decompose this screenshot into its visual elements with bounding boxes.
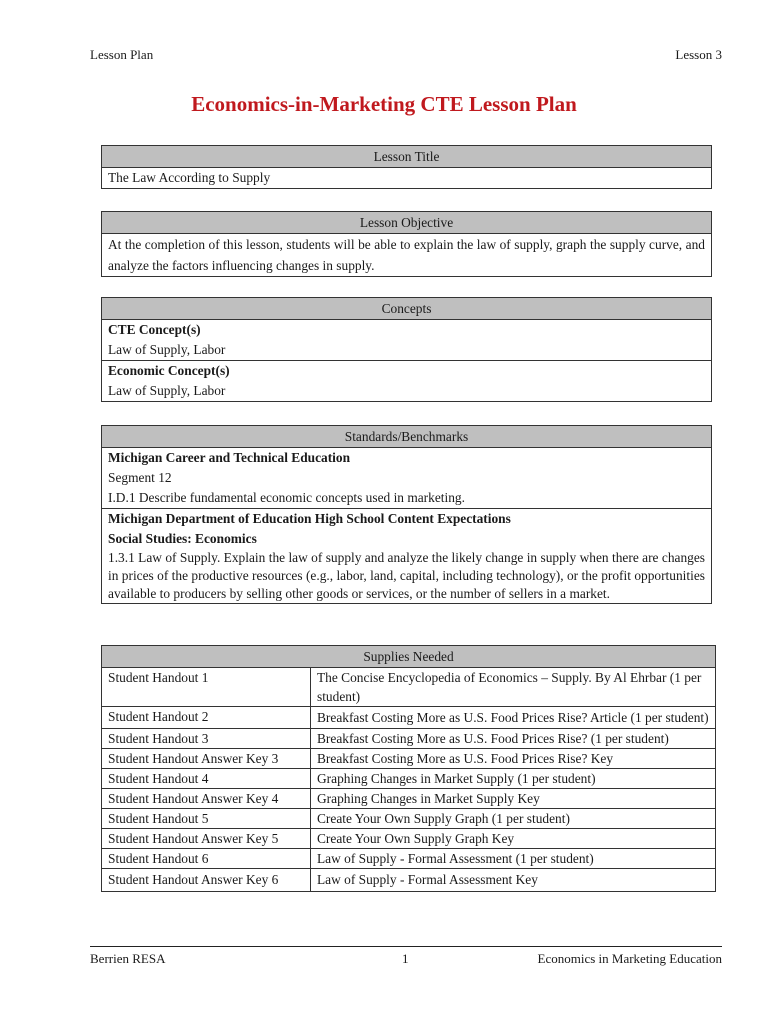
supply-description: Create Your Own Supply Graph Key — [311, 829, 716, 849]
supply-item: Student Handout 4 — [102, 769, 311, 789]
supply-item: Student Handout Answer Key 3 — [102, 749, 311, 769]
supplies-table — [101, 645, 716, 892]
cte-concepts-cell — [102, 320, 712, 361]
lesson-title-table — [101, 145, 712, 189]
header-right: Lesson 3 — [675, 47, 722, 62]
supply-item: Student Handout 3 — [102, 729, 311, 749]
benchmark-text: I.D.1 Describe fundamental economic concepts used in marketing. — [108, 490, 465, 505]
lesson-objective-table — [101, 211, 712, 277]
mde-label: Michigan Department of Education High School Content Expectations — [108, 511, 511, 526]
footer-right: Economics in Marketing Education — [537, 951, 722, 966]
table-row — [102, 729, 716, 749]
table-row — [102, 809, 716, 829]
page-title: Economics-in-Marketing CTE Lesson Plan — [191, 92, 577, 116]
supply-description: Graphing Changes in Market Supply (1 per student) — [311, 769, 716, 789]
table-row — [102, 707, 716, 729]
mcte-label: Michigan Career and Technical Education — [108, 450, 351, 465]
social-studies-label: Social Studies: Economics — [108, 531, 257, 546]
cte-concepts-label: CTE Concept(s) — [108, 322, 201, 337]
footer-left: Berrien RESA — [90, 951, 166, 966]
lesson-title-value: The Law According to Supply — [102, 168, 712, 189]
table-row — [102, 749, 716, 769]
lesson-objective-heading: Lesson Objective — [102, 212, 712, 234]
supply-item: Student Handout 2 — [102, 707, 311, 729]
economic-concepts-value: Law of Supply, Labor — [108, 383, 226, 398]
cte-concepts-value: Law of Supply, Labor — [108, 342, 226, 357]
table-row — [102, 829, 716, 849]
page-number: 1 — [402, 951, 409, 966]
supply-description: Breakfast Costing More as U.S. Food Prices Rise? Article (1 per student) — [311, 707, 716, 729]
mde-cell — [102, 509, 712, 604]
supply-description: Breakfast Costing More as U.S. Food Prices Rise? Key — [311, 749, 716, 769]
supply-item: Student Handout 6 — [102, 849, 311, 869]
segment-text: Segment 12 — [108, 470, 172, 485]
concepts-table — [101, 297, 712, 402]
standards-heading: Standards/Benchmarks — [102, 426, 712, 448]
table-row — [102, 668, 716, 707]
lesson-title-heading: Lesson Title — [102, 146, 712, 168]
header-left: Lesson Plan — [90, 47, 154, 62]
supply-item: Student Handout Answer Key 6 — [102, 869, 311, 892]
supply-item: Student Handout 5 — [102, 809, 311, 829]
supply-description: Graphing Changes in Market Supply Key — [311, 789, 716, 809]
lesson-objective-text: At the completion of this lesson, students will be able to explain the law of supply, graph the supply curve, and analyze the factors influencing changes in supply. — [102, 234, 712, 277]
table-row — [102, 789, 716, 809]
expectation-text: 1.3.1 Law of Supply. Explain the law of supply and analyze the likely change in supply when there are changes in prices of the productive resources (e.g., labor, land, capital, including technology), or the profit opportunities available to producers by selling other goods or services, or the number of sellers in a market. — [108, 550, 705, 601]
table-row — [102, 769, 716, 789]
table-row — [102, 869, 716, 892]
footer-divider — [90, 946, 722, 947]
concepts-heading: Concepts — [102, 298, 712, 320]
supply-description: Law of Supply - Formal Assessment (1 per student) — [311, 849, 716, 869]
supply-item: Student Handout Answer Key 5 — [102, 829, 311, 849]
standards-table — [101, 425, 712, 604]
supplies-heading: Supplies Needed — [102, 646, 716, 668]
supply-item: Student Handout 1 — [102, 668, 311, 707]
supply-description: The Concise Encyclopedia of Economics – Supply. By Al Ehrbar (1 per student) — [311, 668, 716, 707]
supply-item: Student Handout Answer Key 4 — [102, 789, 311, 809]
economic-concepts-label: Economic Concept(s) — [108, 363, 230, 378]
supply-description: Create Your Own Supply Graph (1 per student) — [311, 809, 716, 829]
table-row — [102, 849, 716, 869]
mcte-cell — [102, 448, 712, 509]
supply-description: Breakfast Costing More as U.S. Food Prices Rise? (1 per student) — [311, 729, 716, 749]
supply-description: Law of Supply - Formal Assessment Key — [311, 869, 716, 892]
economic-concepts-cell — [102, 361, 712, 402]
